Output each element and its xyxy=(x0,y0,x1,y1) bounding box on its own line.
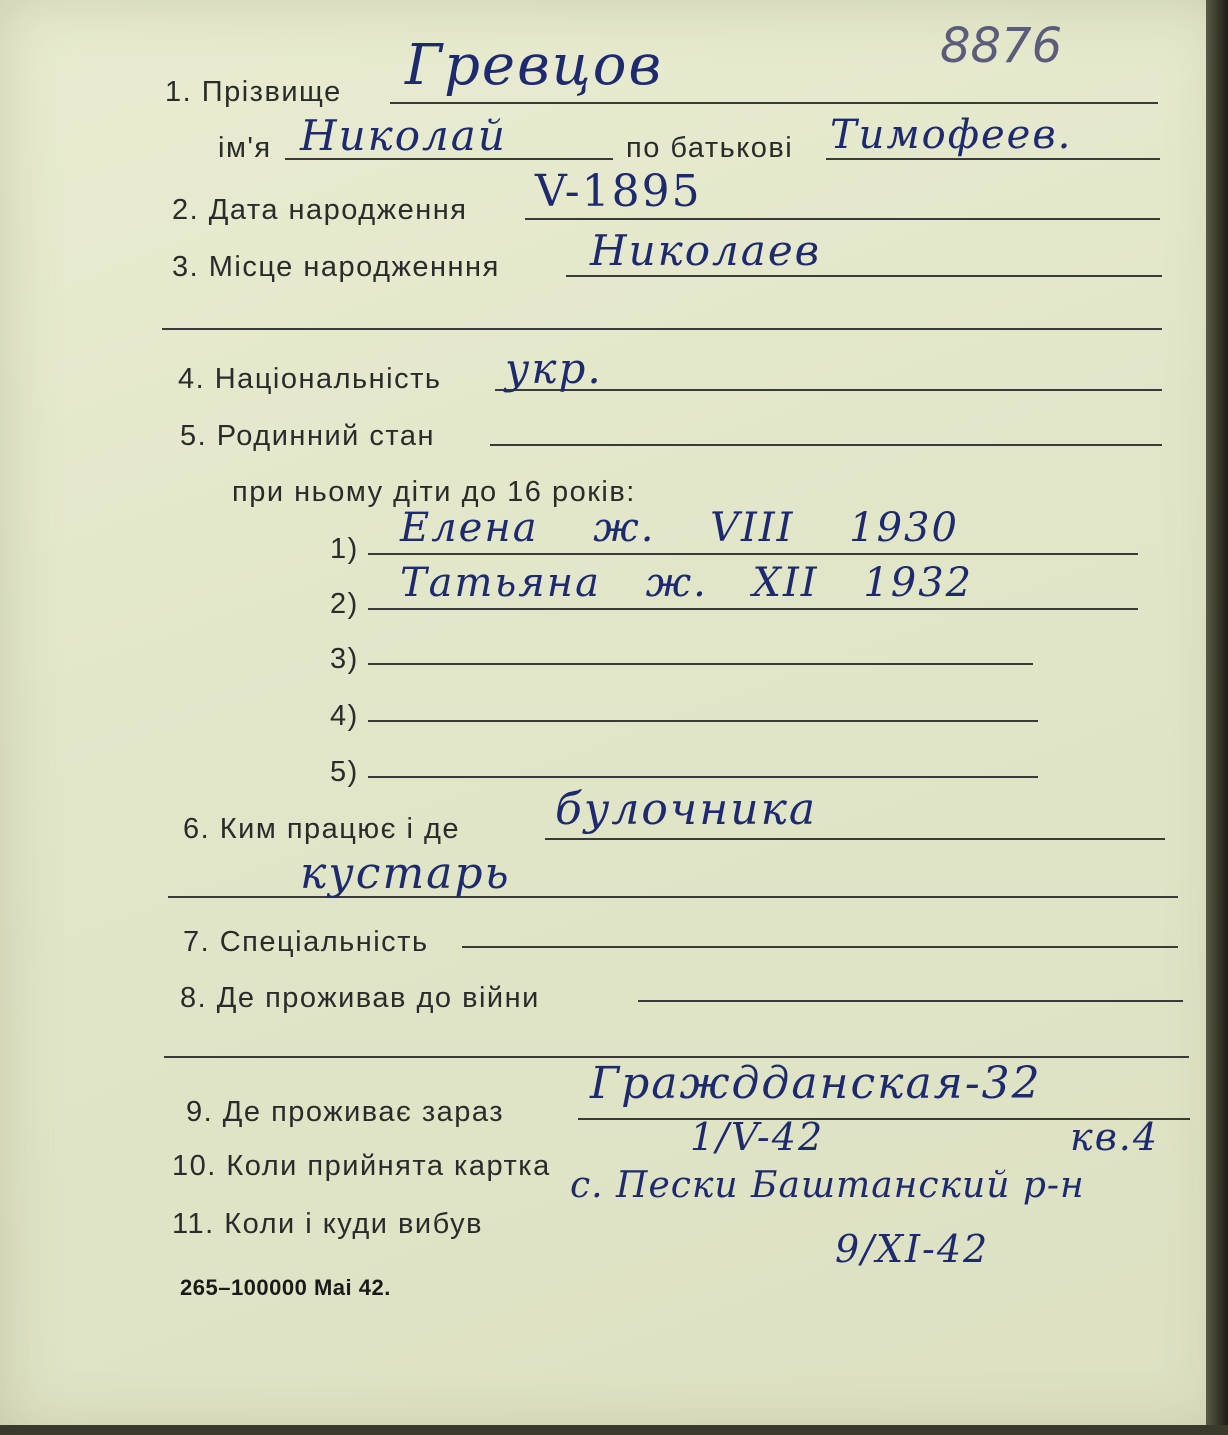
patronymic-value: Тимофеев. xyxy=(830,112,1073,158)
child-2-number: 2) xyxy=(330,588,359,620)
child-2-line xyxy=(368,608,1138,610)
print-mark: 265–100000 Mai 42. xyxy=(180,1275,391,1300)
birth-date-label: 2. Дата народження xyxy=(172,194,468,226)
birth-place-line-2 xyxy=(162,328,1162,330)
birth-date-value: V-1895 xyxy=(535,166,702,217)
nationality-label: 4. Національність xyxy=(178,363,442,395)
archive-number: 8876 xyxy=(940,18,1063,74)
birth-date-line xyxy=(525,218,1160,220)
patronymic-line xyxy=(826,158,1160,160)
child-2-value: Татьяна ж. XII 1932 xyxy=(400,560,974,606)
card-accepted-value: 1/V-42 xyxy=(690,1115,825,1159)
child-5-line xyxy=(368,776,1038,778)
departure-date: 9/XI-42 xyxy=(835,1227,990,1271)
current-residence-value: Граждданская-32 xyxy=(590,1058,1042,1109)
name-value: Николай xyxy=(300,111,507,160)
work-value: булочника xyxy=(555,784,818,835)
child-3-number: 3) xyxy=(330,643,359,675)
child-1-number: 1) xyxy=(330,533,359,565)
name-label: ім'я xyxy=(218,132,272,164)
marital-status-label: 5. Родинний стан xyxy=(180,420,436,452)
patronymic-label: по батькові xyxy=(626,132,794,164)
work-label: 6. Ким працює і де xyxy=(183,813,461,845)
nationality-value: укр. xyxy=(505,344,603,393)
specialty-label: 7. Спеціальність xyxy=(183,926,429,958)
specialty-line xyxy=(462,946,1178,948)
surname-value: Гревцов xyxy=(405,33,664,98)
departure-label: 11. Коли і куди вибув xyxy=(172,1208,483,1240)
child-4-line xyxy=(368,720,1038,722)
card-edge-shadow xyxy=(1206,0,1228,1435)
work-value-2: кустарь xyxy=(300,848,511,899)
child-4-number: 4) xyxy=(330,700,359,732)
child-1-line xyxy=(368,553,1138,555)
child-1-value: Елена ж. VIII 1930 xyxy=(400,505,959,551)
card-bottom-edge xyxy=(0,1425,1228,1435)
card-accepted-value-2: кв.4 xyxy=(1070,1115,1160,1159)
birth-place-line xyxy=(566,275,1162,277)
marital-status-line xyxy=(490,444,1162,446)
children-label: при ньому діти до 16 років: xyxy=(232,476,636,508)
card-accepted-label: 10. Коли прийнята картка xyxy=(172,1150,551,1182)
surname-label: 1. Прізвище xyxy=(165,76,342,108)
child-5-number: 5) xyxy=(330,756,359,788)
work-line xyxy=(545,838,1165,840)
departure-value: с. Пески Баштанский р-н xyxy=(570,1165,1085,1206)
birth-place-label: 3. Місце народженння xyxy=(172,251,500,283)
child-3-line xyxy=(368,663,1033,665)
prewar-residence-line xyxy=(638,1000,1183,1002)
current-residence-label: 9. Де проживає зараз xyxy=(186,1096,505,1128)
birth-place-value: Николаев xyxy=(590,226,822,275)
surname-line xyxy=(390,102,1158,104)
prewar-residence-label: 8. Де проживав до війни xyxy=(180,982,540,1014)
